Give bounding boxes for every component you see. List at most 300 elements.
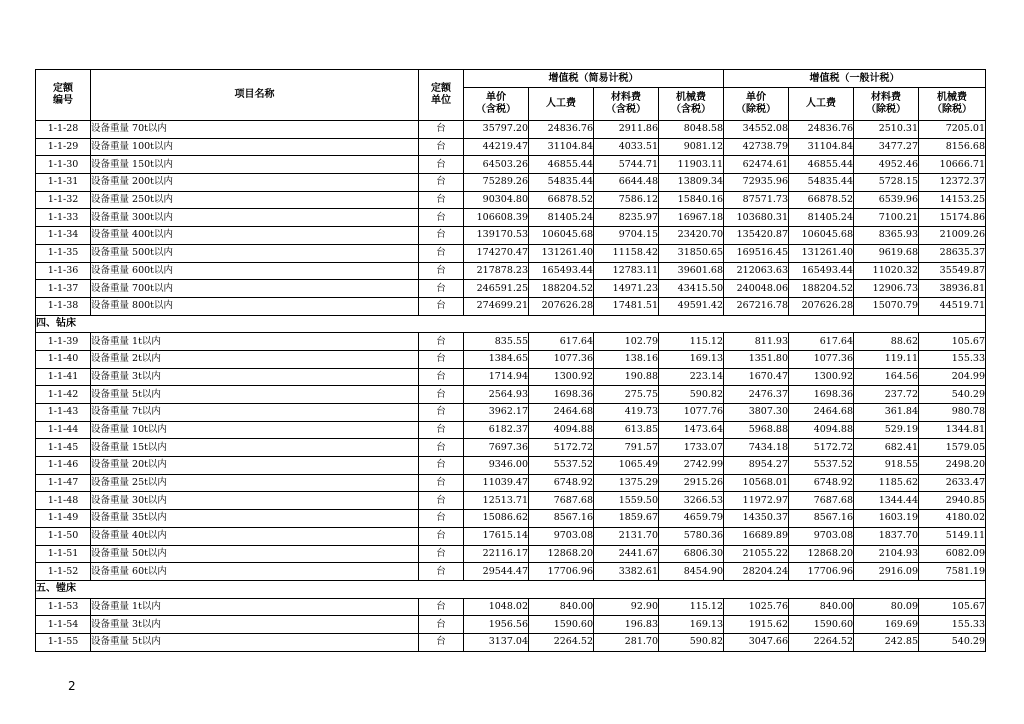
row-value-4: 135420.87 [724, 227, 789, 245]
row-value-7: 28635.37 [919, 244, 986, 262]
row-value-1: 131261.40 [529, 244, 594, 262]
row-name: 设备重量 50t以内 [91, 545, 419, 563]
row-value-3: 23420.70 [659, 227, 724, 245]
row-value-3: 3266.53 [659, 492, 724, 510]
row-value-0: 12513.71 [464, 492, 529, 510]
header-group-general: 增值税（一般计税） [724, 70, 986, 88]
row-code: 1-1-28 [36, 121, 91, 139]
row-unit: 台 [419, 227, 464, 245]
row-unit: 台 [419, 262, 464, 280]
header-group-simple: 增值税（简易计税） [464, 70, 724, 88]
row-value-2: 5744.71 [594, 156, 659, 174]
table-row [36, 421, 986, 439]
row-value-4: 16689.89 [724, 527, 789, 545]
row-value-1: 840.00 [529, 598, 594, 616]
row-value-2: 2131.70 [594, 527, 659, 545]
table-row [36, 474, 986, 492]
header-code: 定额 编号 [36, 70, 91, 121]
row-value-6: 164.56 [854, 368, 919, 386]
row-name: 设备重量 3t以内 [91, 368, 419, 386]
row-value-0: 274699.21 [464, 297, 529, 315]
table-row [36, 191, 986, 209]
row-value-7: 5149.11 [919, 527, 986, 545]
row-value-0: 44219.47 [464, 138, 529, 156]
row-value-6: 80.09 [854, 598, 919, 616]
row-value-3: 223.14 [659, 368, 724, 386]
row-value-0: 35797.20 [464, 121, 529, 139]
row-value-3: 169.13 [659, 350, 724, 368]
row-value-3: 13809.34 [659, 174, 724, 192]
row-value-0: 174270.47 [464, 244, 529, 262]
row-unit: 台 [419, 457, 464, 475]
row-unit: 台 [419, 545, 464, 563]
row-value-1: 24836.76 [529, 121, 594, 139]
row-unit: 台 [419, 598, 464, 616]
row-unit: 台 [419, 350, 464, 368]
row-code: 1-1-44 [36, 421, 91, 439]
row-code: 1-1-36 [36, 262, 91, 280]
row-code: 1-1-31 [36, 174, 91, 192]
row-value-5: 165493.44 [789, 262, 854, 280]
row-value-1: 31104.84 [529, 138, 594, 156]
row-value-0: 11039.47 [464, 474, 529, 492]
row-value-0: 1956.56 [464, 616, 529, 634]
row-value-5: 188204.52 [789, 280, 854, 298]
row-value-4: 3807.30 [724, 404, 789, 422]
row-value-2: 138.16 [594, 350, 659, 368]
row-name: 设备重量 600t以内 [91, 262, 419, 280]
row-value-1: 4094.88 [529, 421, 594, 439]
row-value-5: 7687.68 [789, 492, 854, 510]
table-row [36, 598, 986, 616]
row-value-6: 2916.09 [854, 563, 919, 581]
section-title: 五、镗床 [36, 580, 986, 598]
row-value-0: 1714.94 [464, 368, 529, 386]
row-value-3: 11903.11 [659, 156, 724, 174]
row-unit: 台 [419, 510, 464, 528]
section-row [36, 315, 986, 333]
row-code: 1-1-51 [36, 545, 91, 563]
table-row [36, 174, 986, 192]
row-value-5: 1300.92 [789, 368, 854, 386]
row-value-3: 115.12 [659, 333, 724, 351]
row-value-4: 1670.47 [724, 368, 789, 386]
row-value-3: 49591.42 [659, 297, 724, 315]
row-value-4: 1351.80 [724, 350, 789, 368]
row-value-7: 7205.01 [919, 121, 986, 139]
row-value-6: 9619.68 [854, 244, 919, 262]
row-value-4: 1915.62 [724, 616, 789, 634]
row-value-3: 43415.50 [659, 280, 724, 298]
row-value-1: 1698.36 [529, 386, 594, 404]
row-value-2: 12783.11 [594, 262, 659, 280]
row-value-7: 105.67 [919, 333, 986, 351]
row-name: 设备重量 3t以内 [91, 616, 419, 634]
row-value-6: 1837.70 [854, 527, 919, 545]
row-value-2: 791.57 [594, 439, 659, 457]
row-name: 设备重量 40t以内 [91, 527, 419, 545]
row-unit: 台 [419, 191, 464, 209]
row-name: 设备重量 250t以内 [91, 191, 419, 209]
header-sub-1: 人工费 [529, 88, 594, 121]
row-value-4: 14350.37 [724, 510, 789, 528]
row-name: 设备重量 30t以内 [91, 492, 419, 510]
row-value-1: 7687.68 [529, 492, 594, 510]
row-code: 1-1-41 [36, 368, 91, 386]
row-value-1: 1300.92 [529, 368, 594, 386]
row-value-2: 2441.67 [594, 545, 659, 563]
header-unit: 定额 单位 [419, 70, 464, 121]
row-value-1: 12868.20 [529, 545, 594, 563]
row-value-6: 918.55 [854, 457, 919, 475]
row-value-1: 17706.96 [529, 563, 594, 581]
row-value-0: 1384.65 [464, 350, 529, 368]
row-value-3: 590.82 [659, 633, 724, 651]
row-value-3: 16967.18 [659, 209, 724, 227]
row-unit: 台 [419, 209, 464, 227]
row-value-1: 9703.08 [529, 527, 594, 545]
row-value-3: 1733.07 [659, 439, 724, 457]
table-row [36, 404, 986, 422]
table-row [36, 492, 986, 510]
row-value-5: 1698.36 [789, 386, 854, 404]
row-value-0: 2564.93 [464, 386, 529, 404]
row-code: 1-1-33 [36, 209, 91, 227]
row-value-5: 4094.88 [789, 421, 854, 439]
row-value-0: 17615.14 [464, 527, 529, 545]
row-value-4: 5968.88 [724, 421, 789, 439]
row-value-7: 2498.20 [919, 457, 986, 475]
row-value-5: 2464.68 [789, 404, 854, 422]
row-value-4: 3047.66 [724, 633, 789, 651]
row-name: 设备重量 700t以内 [91, 280, 419, 298]
row-value-5: 6748.92 [789, 474, 854, 492]
row-value-4: 62474.61 [724, 156, 789, 174]
row-value-2: 9704.15 [594, 227, 659, 245]
row-unit: 台 [419, 333, 464, 351]
row-value-7: 21009.26 [919, 227, 986, 245]
row-value-0: 1048.02 [464, 598, 529, 616]
row-unit: 台 [419, 386, 464, 404]
row-name: 设备重量 25t以内 [91, 474, 419, 492]
row-value-7: 540.29 [919, 386, 986, 404]
table-row [36, 333, 986, 351]
row-code: 1-1-34 [36, 227, 91, 245]
row-unit: 台 [419, 616, 464, 634]
row-unit: 台 [419, 121, 464, 139]
row-value-4: 10568.01 [724, 474, 789, 492]
table-row [36, 156, 986, 174]
row-value-4: 34552.08 [724, 121, 789, 139]
row-code: 1-1-40 [36, 350, 91, 368]
row-value-3: 169.13 [659, 616, 724, 634]
row-value-2: 275.75 [594, 386, 659, 404]
row-value-3: 15840.16 [659, 191, 724, 209]
row-value-6: 5728.15 [854, 174, 919, 192]
row-value-7: 10666.71 [919, 156, 986, 174]
row-value-7: 4180.02 [919, 510, 986, 528]
row-code: 1-1-46 [36, 457, 91, 475]
row-value-1: 207626.28 [529, 297, 594, 315]
table-row [36, 121, 986, 139]
row-value-7: 38936.81 [919, 280, 986, 298]
row-value-7: 35549.87 [919, 262, 986, 280]
header-sub-0: 单价 （含税） [464, 88, 529, 121]
row-value-5: 66878.52 [789, 191, 854, 209]
row-unit: 台 [419, 633, 464, 651]
row-code: 1-1-48 [36, 492, 91, 510]
row-code: 1-1-55 [36, 633, 91, 651]
row-value-6: 682.41 [854, 439, 919, 457]
row-name: 设备重量 5t以内 [91, 633, 419, 651]
row-unit: 台 [419, 174, 464, 192]
row-code: 1-1-45 [36, 439, 91, 457]
row-code: 1-1-39 [36, 333, 91, 351]
row-value-1: 106045.68 [529, 227, 594, 245]
row-name: 设备重量 400t以内 [91, 227, 419, 245]
row-value-4: 28204.24 [724, 563, 789, 581]
row-value-3: 115.12 [659, 598, 724, 616]
row-name: 设备重量 2t以内 [91, 350, 419, 368]
row-value-7: 105.67 [919, 598, 986, 616]
header-sub-4: 单价 （除税） [724, 88, 789, 121]
row-value-1: 81405.24 [529, 209, 594, 227]
row-value-6: 6539.96 [854, 191, 919, 209]
row-value-5: 8567.16 [789, 510, 854, 528]
row-value-1: 8567.16 [529, 510, 594, 528]
row-value-2: 17481.51 [594, 297, 659, 315]
row-value-6: 237.72 [854, 386, 919, 404]
row-value-5: 131261.40 [789, 244, 854, 262]
row-unit: 台 [419, 563, 464, 581]
row-name: 设备重量 60t以内 [91, 563, 419, 581]
row-value-7: 1579.05 [919, 439, 986, 457]
row-value-6: 8365.93 [854, 227, 919, 245]
row-value-7: 15174.86 [919, 209, 986, 227]
row-name: 设备重量 150t以内 [91, 156, 419, 174]
row-value-5: 617.64 [789, 333, 854, 351]
row-value-5: 106045.68 [789, 227, 854, 245]
row-value-1: 46855.44 [529, 156, 594, 174]
row-name: 设备重量 1t以内 [91, 598, 419, 616]
row-value-2: 14971.23 [594, 280, 659, 298]
row-value-7: 6082.09 [919, 545, 986, 563]
section-title: 四、钻床 [36, 315, 986, 333]
row-value-0: 3137.04 [464, 633, 529, 651]
row-name: 设备重量 15t以内 [91, 439, 419, 457]
row-value-4: 267216.78 [724, 297, 789, 315]
row-name: 设备重量 20t以内 [91, 457, 419, 475]
row-value-4: 169516.45 [724, 244, 789, 262]
row-value-0: 106608.39 [464, 209, 529, 227]
row-unit: 台 [419, 439, 464, 457]
row-value-7: 7581.19 [919, 563, 986, 581]
quota-table [35, 69, 986, 652]
row-value-5: 5172.72 [789, 439, 854, 457]
row-unit: 台 [419, 297, 464, 315]
row-value-1: 1077.36 [529, 350, 594, 368]
row-value-6: 119.11 [854, 350, 919, 368]
row-code: 1-1-47 [36, 474, 91, 492]
row-value-6: 361.84 [854, 404, 919, 422]
row-value-2: 2911.86 [594, 121, 659, 139]
row-value-2: 3382.61 [594, 563, 659, 581]
row-value-3: 2742.99 [659, 457, 724, 475]
row-unit: 台 [419, 280, 464, 298]
row-value-4: 2476.37 [724, 386, 789, 404]
row-value-0: 217878.23 [464, 262, 529, 280]
row-value-0: 6182.37 [464, 421, 529, 439]
row-code: 1-1-32 [36, 191, 91, 209]
row-code: 1-1-35 [36, 244, 91, 262]
row-value-7: 2633.47 [919, 474, 986, 492]
row-value-2: 281.70 [594, 633, 659, 651]
row-value-6: 1603.19 [854, 510, 919, 528]
row-value-2: 4033.51 [594, 138, 659, 156]
row-value-6: 3477.27 [854, 138, 919, 156]
row-value-2: 1065.49 [594, 457, 659, 475]
row-unit: 台 [419, 527, 464, 545]
row-value-1: 2264.52 [529, 633, 594, 651]
row-unit: 台 [419, 492, 464, 510]
row-value-7: 8156.68 [919, 138, 986, 156]
row-value-4: 21055.22 [724, 545, 789, 563]
row-value-4: 87571.73 [724, 191, 789, 209]
row-value-3: 9081.12 [659, 138, 724, 156]
row-value-1: 5537.52 [529, 457, 594, 475]
row-value-2: 419.73 [594, 404, 659, 422]
row-value-6: 242.85 [854, 633, 919, 651]
table-row [36, 633, 986, 651]
row-code: 1-1-50 [36, 527, 91, 545]
row-value-3: 5780.36 [659, 527, 724, 545]
row-value-7: 2940.85 [919, 492, 986, 510]
row-value-1: 2464.68 [529, 404, 594, 422]
row-value-1: 6748.92 [529, 474, 594, 492]
row-value-1: 617.64 [529, 333, 594, 351]
table-row [36, 616, 986, 634]
row-code: 1-1-30 [36, 156, 91, 174]
row-value-0: 7697.36 [464, 439, 529, 457]
table-row [36, 510, 986, 528]
row-value-7: 540.29 [919, 633, 986, 651]
row-unit: 台 [419, 404, 464, 422]
row-value-5: 1590.60 [789, 616, 854, 634]
row-value-5: 2264.52 [789, 633, 854, 651]
row-value-6: 4952.46 [854, 156, 919, 174]
header-sub-2: 材料费 （含税） [594, 88, 659, 121]
row-value-0: 9346.00 [464, 457, 529, 475]
row-code: 1-1-49 [36, 510, 91, 528]
table-row [36, 527, 986, 545]
row-code: 1-1-53 [36, 598, 91, 616]
row-code: 1-1-38 [36, 297, 91, 315]
row-name: 设备重量 300t以内 [91, 209, 419, 227]
row-value-6: 2104.93 [854, 545, 919, 563]
row-value-5: 24836.76 [789, 121, 854, 139]
row-code: 1-1-42 [36, 386, 91, 404]
row-value-2: 196.83 [594, 616, 659, 634]
row-value-7: 44519.71 [919, 297, 986, 315]
row-value-6: 2510.31 [854, 121, 919, 139]
row-value-0: 22116.17 [464, 545, 529, 563]
row-value-0: 75289.26 [464, 174, 529, 192]
row-value-5: 840.00 [789, 598, 854, 616]
row-value-6: 7100.21 [854, 209, 919, 227]
row-unit: 台 [419, 474, 464, 492]
row-value-6: 11020.32 [854, 262, 919, 280]
table-row [36, 457, 986, 475]
page-number: 2 [68, 679, 76, 693]
row-name: 设备重量 5t以内 [91, 386, 419, 404]
row-name: 设备重量 70t以内 [91, 121, 419, 139]
row-value-5: 12868.20 [789, 545, 854, 563]
row-value-3: 4659.79 [659, 510, 724, 528]
row-value-5: 31104.84 [789, 138, 854, 156]
row-value-4: 72935.96 [724, 174, 789, 192]
row-name: 设备重量 200t以内 [91, 174, 419, 192]
row-value-0: 3962.17 [464, 404, 529, 422]
row-value-7: 12372.37 [919, 174, 986, 192]
row-value-7: 155.33 [919, 616, 986, 634]
row-value-5: 1077.36 [789, 350, 854, 368]
row-value-4: 212063.63 [724, 262, 789, 280]
row-unit: 台 [419, 421, 464, 439]
row-name: 设备重量 500t以内 [91, 244, 419, 262]
row-name: 设备重量 35t以内 [91, 510, 419, 528]
row-value-5: 207626.28 [789, 297, 854, 315]
table-row [36, 563, 986, 581]
section-row [36, 580, 986, 598]
row-name: 设备重量 100t以内 [91, 138, 419, 156]
row-value-4: 11972.97 [724, 492, 789, 510]
row-code: 1-1-43 [36, 404, 91, 422]
row-value-2: 1859.67 [594, 510, 659, 528]
row-value-3: 8048.58 [659, 121, 724, 139]
row-value-7: 980.78 [919, 404, 986, 422]
row-value-7: 204.99 [919, 368, 986, 386]
row-value-7: 1344.81 [919, 421, 986, 439]
row-value-4: 811.93 [724, 333, 789, 351]
row-value-0: 90304.80 [464, 191, 529, 209]
row-value-3: 2915.26 [659, 474, 724, 492]
row-value-3: 590.82 [659, 386, 724, 404]
row-unit: 台 [419, 368, 464, 386]
table-row [36, 545, 986, 563]
row-value-2: 1375.29 [594, 474, 659, 492]
row-value-3: 6806.30 [659, 545, 724, 563]
row-unit: 台 [419, 244, 464, 262]
row-value-6: 12906.73 [854, 280, 919, 298]
row-value-7: 14153.25 [919, 191, 986, 209]
row-name: 设备重量 1t以内 [91, 333, 419, 351]
row-value-4: 8954.27 [724, 457, 789, 475]
row-value-5: 46855.44 [789, 156, 854, 174]
header-sub-6: 材料费 （除税） [854, 88, 919, 121]
table-row [36, 386, 986, 404]
row-code: 1-1-37 [36, 280, 91, 298]
row-value-0: 64503.26 [464, 156, 529, 174]
row-value-7: 155.33 [919, 350, 986, 368]
row-value-2: 92.90 [594, 598, 659, 616]
row-value-4: 103680.31 [724, 209, 789, 227]
row-value-0: 15086.62 [464, 510, 529, 528]
row-value-6: 1344.44 [854, 492, 919, 510]
row-value-0: 29544.47 [464, 563, 529, 581]
row-unit: 台 [419, 138, 464, 156]
row-value-6: 169.69 [854, 616, 919, 634]
row-code: 1-1-52 [36, 563, 91, 581]
